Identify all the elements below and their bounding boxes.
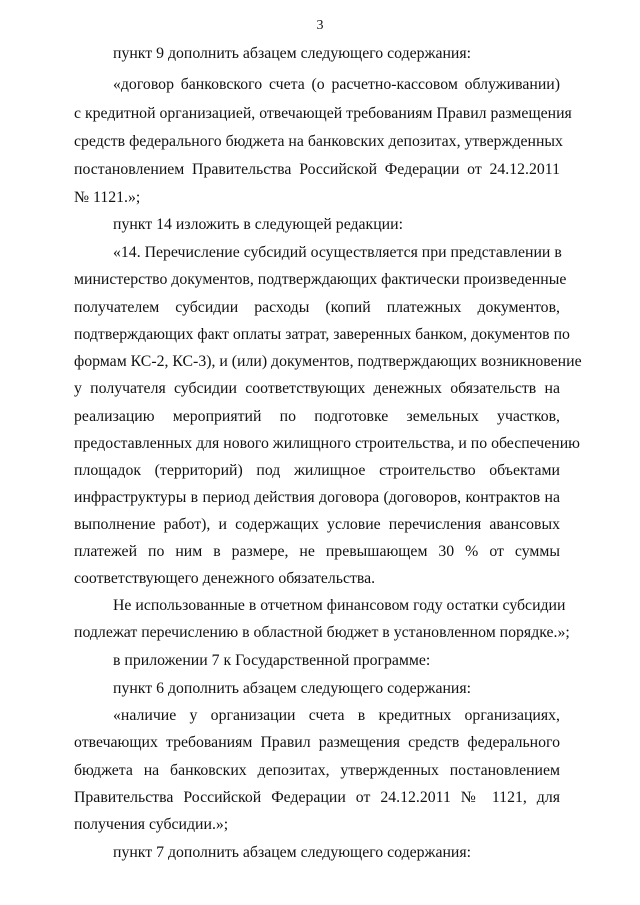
text-line: Правительства Российской Федерации от 24.12.2011 № 1121, для — [74, 789, 560, 806]
text-line: предоставленных для нового жилищного строительства, и по обеспечению — [74, 435, 580, 452]
text-line: Не использованные в отчетном финансовом году остатки субсидии — [113, 597, 566, 614]
text-line: подтверждающих факт оплаты затрат, заверенных банком, документов по — [74, 326, 570, 343]
page-number: 3 — [316, 18, 324, 33]
text-line: постановлением Правительства Российской Федерации от 24.12.2011 — [74, 161, 560, 178]
text-line: с кредитной организацией, отвечающей требованиям Правил размещения — [74, 105, 572, 122]
text-line: средств федерального бюджета на банковских депозитах, утвержденных — [74, 133, 563, 150]
text-line: № 1121.»; — [74, 189, 141, 206]
text-line: пункт 9 дополнить абзацем следующего содержания: — [113, 45, 472, 62]
text-line: соответствующего денежного обязательства. — [74, 570, 376, 587]
text-line: выполнение работ), и содержащих условие перечисления авансовых — [74, 516, 560, 533]
text-line: бюджета на банковских депозитах, утвержденных постановлением — [74, 762, 560, 779]
text-line: «14. Перечисление субсидий осуществляется при представлении в — [113, 244, 562, 261]
text-line: отвечающих требованиям Правил размещения средств федерального — [74, 734, 560, 751]
text-line: платежей по ним в размере, не превышающем 30 % от суммы — [74, 543, 560, 560]
text-line: министерство документов, подтверждающих фактически произведенные — [74, 271, 567, 288]
text-line: площадок (территорий) под жилищное строительство объектами — [74, 462, 560, 479]
text-line: реализацию мероприятий по подготовке земельных участков, — [74, 408, 560, 425]
text-line: получения субсидии.»; — [74, 816, 229, 833]
text-line: «наличие у организации счета в кредитных организациях, — [113, 707, 560, 724]
text-line: «договор банковского счета (о расчетно-кассовом облуживании) — [113, 76, 560, 93]
text-line: инфраструктуры в период действия договора (договоров, контрактов на — [74, 489, 560, 506]
text-line: подлежат перечислению в областной бюджет в установленном порядке.»; — [74, 624, 570, 641]
text-line: получателем субсидии расходы (копий платежных документов, — [74, 299, 560, 316]
text-line: пункт 7 дополнить абзацем следующего содержания: — [113, 844, 472, 861]
text-line: у получателя субсидии соответствующих денежных обязательств на — [74, 380, 560, 397]
text-line: пункт 14 изложить в следующей редакции: — [113, 216, 403, 233]
text-line: формам КС-2, КС-3), и (или) документов, подтверждающих возникновение — [74, 353, 582, 370]
text-line: в приложении 7 к Государственной программе: — [113, 652, 431, 669]
text-line: пункт 6 дополнить абзацем следующего содержания: — [113, 680, 472, 697]
